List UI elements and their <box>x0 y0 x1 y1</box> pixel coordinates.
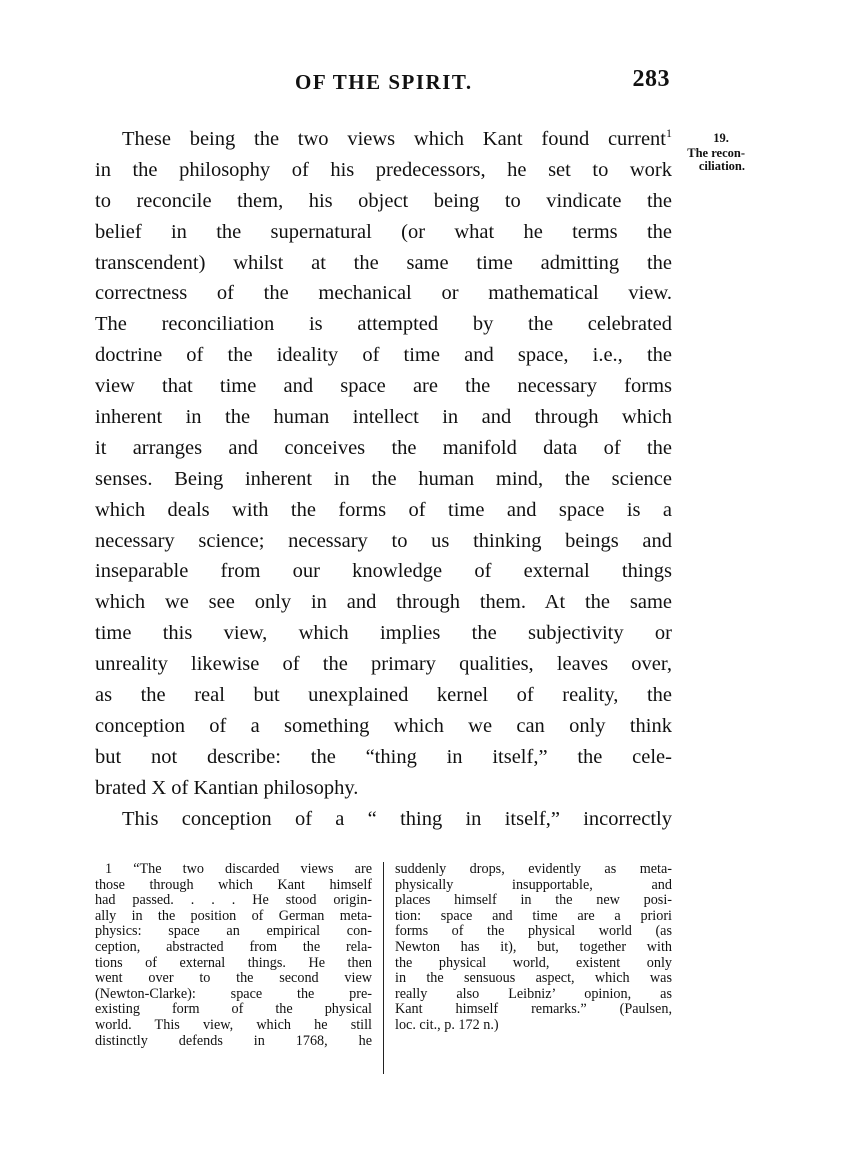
text-line: but not describe: the “thing in itself,” the cele- <box>95 745 672 768</box>
section-number: 19. <box>713 131 729 145</box>
text-line: The reconciliation is attempted by the celebrated <box>95 313 672 336</box>
text-line: time this view, which implies the subjectivity or <box>95 622 672 645</box>
footnote-line: tion: space and time are a priori <box>395 907 672 924</box>
footnote-marker: 1 <box>666 126 672 141</box>
text-line: in the philosophy of his predecessors, he set to work <box>95 158 672 181</box>
footnote-line: really also Leibniz’ opinion, as <box>395 985 672 1002</box>
footnote-line: distinctly defends in 1768, he <box>95 1032 372 1049</box>
footnote-line: went over to the second view <box>95 970 372 987</box>
text-line: This conception of a “ thing in itself,” incorrectly <box>122 807 672 830</box>
text-line: senses. Being inherent in the human mind, the science <box>95 467 672 490</box>
text-line: which deals with the forms of time and space is a <box>95 498 672 521</box>
text-line <box>95 124 672 155</box>
footnote-line: suddenly drops, evidently as meta- <box>395 861 672 877</box>
footnote-column-left <box>95 862 372 1049</box>
footnote-line: 1 “The two discarded views are <box>105 861 372 877</box>
margin-note-line: The recon- <box>687 146 745 160</box>
margin-note-line: ciliation. <box>698 159 745 173</box>
text-line: unreality likewise of the primary qualities, leaves over, <box>95 653 672 676</box>
margin-note <box>675 132 745 173</box>
text-line: view that time and space are the necessary forms <box>95 375 672 398</box>
footnote-line: places himself in the new posi- <box>395 892 672 909</box>
text-line: correctness of the mechanical or mathematical view. <box>95 282 672 305</box>
text-line: belief in the supernatural (or what he terms the <box>95 220 672 243</box>
text-line: transcendent) whilst at the same time admitting the <box>95 251 672 274</box>
footnote-line: existing form of the physical <box>95 1001 372 1018</box>
footnote-line: those through which Kant himself <box>95 876 372 893</box>
footnote-line: the physical world, existent only <box>395 954 672 971</box>
footnote-line: in the sensuous aspect, which was <box>395 970 672 987</box>
footnote-line: ally in the position of German meta- <box>95 907 372 924</box>
footnotes <box>95 862 672 1077</box>
text-line: inherent in the human intellect in and through which <box>95 406 672 429</box>
running-title: OF THE SPIRIT. <box>295 70 473 94</box>
text-line: which we see only in and through them. At the same <box>95 591 672 614</box>
footnote-line: physically insupportable, and <box>395 876 672 893</box>
footnote-line: physics: space an empirical con- <box>95 923 372 940</box>
page-number: 283 <box>632 66 670 92</box>
footnote-line: ception, abstracted from the rela- <box>95 938 372 955</box>
body-text <box>95 124 672 834</box>
text-line: doctrine of the ideality of time and space, i.e., the <box>95 344 672 367</box>
footnote-line: forms of the physical world (as <box>395 923 672 940</box>
footnote-line: (Newton-Clarke): space the pre- <box>95 985 372 1002</box>
text-line: conception of a something which we can only think <box>95 714 672 737</box>
footnote-line: world. This view, which he still <box>95 1016 372 1033</box>
text-line-content: These being the two views which Kant found current <box>122 128 666 150</box>
text-line: it arranges and conceives the manifold data of the <box>95 436 672 459</box>
text-line: as the real but unexplained kernel of reality, the <box>95 684 672 707</box>
text-line: inseparable from our knowledge of external things <box>95 560 672 583</box>
text-line: to reconcile them, his object being to vindicate the <box>95 189 672 212</box>
text-line: necessary science; necessary to us thinking beings and <box>95 529 672 552</box>
column-divider <box>383 862 384 1074</box>
footnote-column-right <box>395 862 672 1034</box>
footnote-line: had passed. . . . He stood origin- <box>95 892 372 909</box>
footnote-line: loc. cit., p. 172 n.) <box>395 1016 499 1033</box>
footnote-line: Kant himself remarks.” (Paulsen, <box>395 1001 672 1018</box>
text-line: brated X of Kantian philosophy. <box>95 776 359 799</box>
footnote-line: Newton has it), but, together with <box>395 938 672 955</box>
footnote-line: tions of external things. He then <box>95 954 372 971</box>
